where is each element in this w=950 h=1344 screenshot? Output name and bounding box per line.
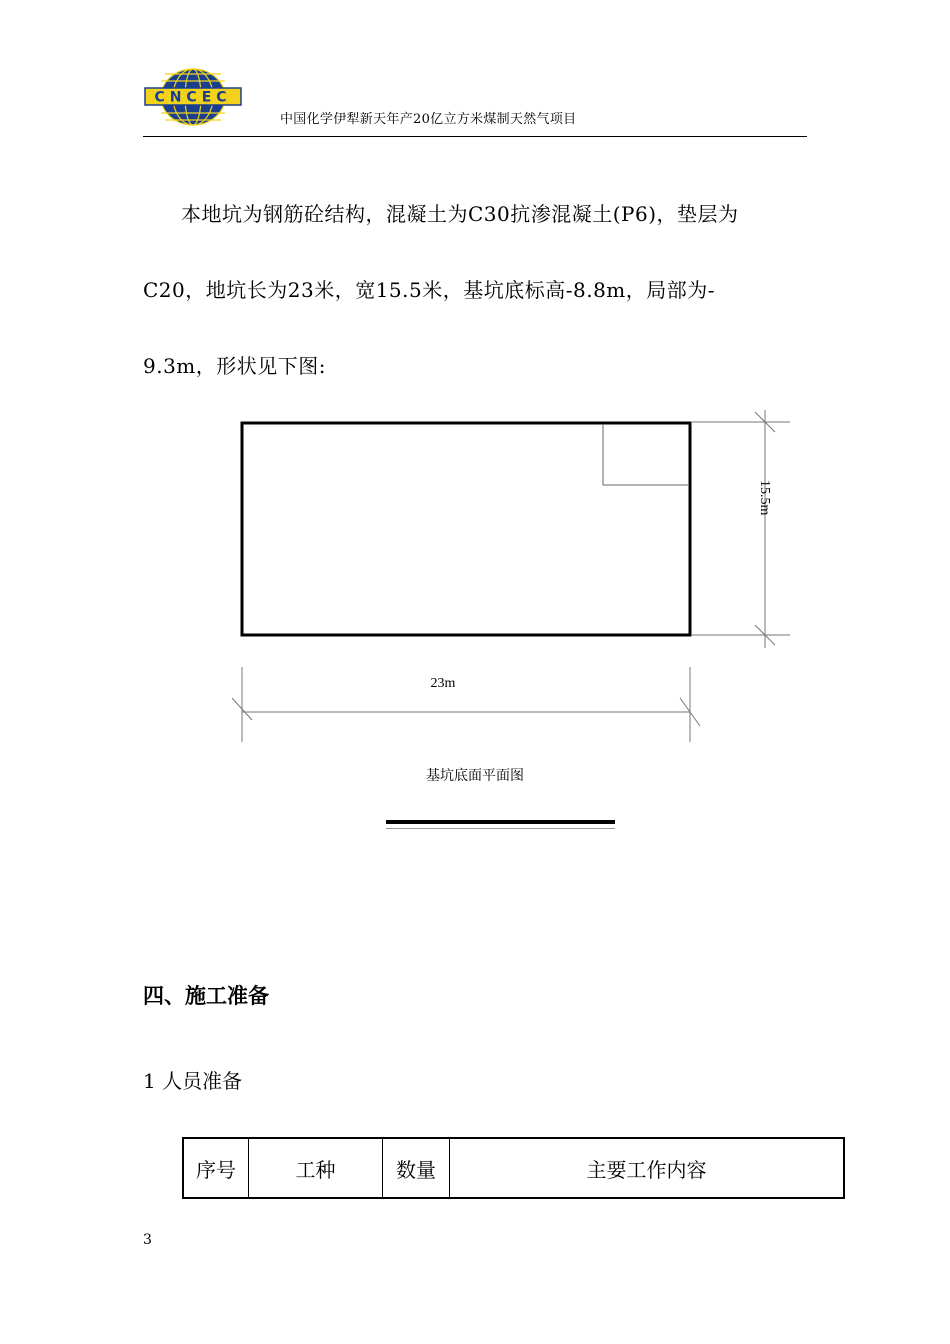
height-dimension — [692, 410, 790, 648]
paragraph-line: 9.3m，形状见下图: — [143, 354, 327, 378]
paragraph-line: 本地坑为钢筋砼结构，混凝土为C30抗渗混凝土(P6)，垫层为 — [181, 202, 739, 226]
width-dimension — [232, 667, 700, 742]
section-heading: 四、施工准备 — [143, 984, 269, 1008]
header-cell-trade: 工种 — [249, 1138, 383, 1198]
height-label: 15.5m — [757, 480, 772, 516]
width-label: 23m — [430, 676, 456, 691]
logo-text: CNCEC — [154, 89, 232, 106]
description-paragraph — [143, 176, 807, 404]
project-title: 中国化学伊犁新天年产20亿立方米煤制天然气项目 — [280, 112, 577, 127]
page-number: 3 — [143, 1232, 152, 1248]
cncec-logo — [143, 67, 243, 127]
header-cell-duties: 主要工作内容 — [450, 1138, 845, 1198]
local-deepening-outline — [603, 424, 688, 485]
subsection-heading: 1 人员准备 — [143, 1069, 243, 1093]
table-header-row — [183, 1138, 844, 1198]
pit-plan-figure — [0, 400, 950, 760]
section-separator-thin — [386, 828, 615, 829]
figure-caption: 基坑底面平面图 — [426, 768, 524, 784]
section-separator-thick — [386, 820, 615, 824]
header-cell-quantity: 数量 — [383, 1138, 450, 1198]
header-cell-index: 序号 — [183, 1138, 249, 1198]
paragraph-line: C20，地坑长为23米，宽15.5米，基坑底标高-8.8m，局部为- — [143, 278, 716, 302]
header-divider — [143, 136, 807, 137]
pit-outline — [242, 423, 690, 635]
staff-table — [182, 1137, 845, 1199]
